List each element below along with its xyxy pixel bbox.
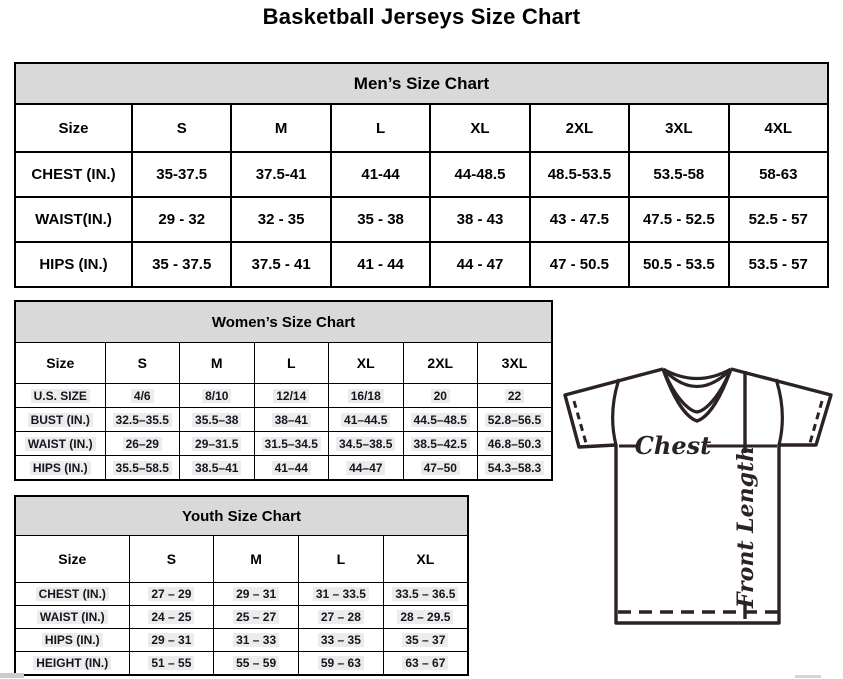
table-cell: 12/14	[254, 384, 329, 408]
chest-label: Chest	[634, 431, 712, 460]
table-cell: 52.8–56.5	[478, 408, 553, 432]
column-header: S	[105, 343, 180, 384]
table-cell: 37.5-41	[231, 152, 330, 197]
youth-chart-title: Youth Size Chart	[15, 496, 468, 536]
table-cell: 43 - 47.5	[530, 197, 629, 242]
table-cell: 34.5–38.5	[329, 432, 404, 456]
mens-size-chart-table	[14, 62, 829, 288]
table-cell: 20	[403, 384, 478, 408]
column-header: S	[129, 536, 214, 583]
jersey-diagram	[555, 355, 843, 645]
table-cell: 31 – 33.5	[299, 583, 384, 606]
table-row	[15, 456, 552, 481]
table-cell: 22	[478, 384, 553, 408]
table-cell: 38.5–42.5	[403, 432, 478, 456]
youth-size-chart-table	[14, 495, 469, 676]
scan-artifact	[0, 673, 24, 678]
mens-chart-title: Men’s Size Chart	[15, 63, 828, 104]
table-row	[15, 104, 828, 152]
column-header: M	[214, 536, 299, 583]
table-cell: 38 - 43	[430, 197, 529, 242]
table-cell: 41–44.5	[329, 408, 404, 432]
table-row	[15, 384, 552, 408]
table-cell: 59 – 63	[299, 652, 384, 676]
column-header: XL	[329, 343, 404, 384]
scan-artifact	[795, 675, 821, 678]
table-cell: 52.5 - 57	[729, 197, 828, 242]
table-row	[15, 652, 468, 676]
table-cell: 63 – 67	[383, 652, 468, 676]
table-cell: 29 – 31	[214, 583, 299, 606]
column-header: 2XL	[403, 343, 478, 384]
table-cell: 41-44	[331, 152, 430, 197]
table-cell: 37.5 - 41	[231, 242, 330, 287]
table-cell: 41–44	[254, 456, 329, 481]
table-cell: 44.5–48.5	[403, 408, 478, 432]
column-header: L	[331, 104, 430, 152]
table-row	[15, 496, 468, 536]
row-label: HEIGHT (IN.)	[15, 652, 129, 676]
table-cell: 38.5–41	[180, 456, 255, 481]
table-cell: 44–47	[329, 456, 404, 481]
table-cell: 8/10	[180, 384, 255, 408]
table-cell: 58-63	[729, 152, 828, 197]
column-header: S	[132, 104, 231, 152]
table-cell: 26–29	[105, 432, 180, 456]
table-cell: 29–31.5	[180, 432, 255, 456]
table-row	[15, 606, 468, 629]
table-cell: 44-48.5	[430, 152, 529, 197]
table-row	[15, 583, 468, 606]
table-cell: 35-37.5	[132, 152, 231, 197]
table-row	[15, 629, 468, 652]
table-row	[15, 63, 828, 104]
table-cell: 33.5 – 36.5	[383, 583, 468, 606]
table-cell: 54.3–58.3	[478, 456, 553, 481]
table-row	[15, 432, 552, 456]
table-cell: 35.5–38	[180, 408, 255, 432]
table-cell: 16/18	[329, 384, 404, 408]
row-label: WAIST(IN.)	[15, 197, 132, 242]
column-header: XL	[383, 536, 468, 583]
row-label: CHEST (IN.)	[15, 152, 132, 197]
row-label: WAIST (IN.)	[15, 432, 105, 456]
table-cell: 31.5–34.5	[254, 432, 329, 456]
table-cell: 35 - 37.5	[132, 242, 231, 287]
row-label: BUST (IN.)	[15, 408, 105, 432]
row-label: CHEST (IN.)	[15, 583, 129, 606]
column-header: Size	[15, 104, 132, 152]
table-cell: 35.5–58.5	[105, 456, 180, 481]
table-cell: 32 - 35	[231, 197, 330, 242]
womens-size-chart-table	[14, 300, 553, 481]
row-label: HIPS (IN.)	[15, 629, 129, 652]
table-row	[15, 152, 828, 197]
table-cell: 47–50	[403, 456, 478, 481]
table-cell: 29 - 32	[132, 197, 231, 242]
column-header: 4XL	[729, 104, 828, 152]
table-cell: 24 – 25	[129, 606, 214, 629]
table-cell: 55 – 59	[214, 652, 299, 676]
table-cell: 53.5 - 57	[729, 242, 828, 287]
table-cell: 28 – 29.5	[383, 606, 468, 629]
table-cell: 35 - 38	[331, 197, 430, 242]
left-sleeve-seam	[613, 379, 619, 445]
table-cell: 4/6	[105, 384, 180, 408]
column-header: 3XL	[478, 343, 553, 384]
column-header: L	[299, 536, 384, 583]
right-sleeve-seam	[776, 379, 782, 445]
page-title: Basketball Jerseys Size Chart	[262, 4, 581, 29]
column-header: Size	[15, 343, 105, 384]
table-cell: 33 – 35	[299, 629, 384, 652]
column-header: XL	[430, 104, 529, 152]
table-row	[15, 536, 468, 583]
table-cell: 48.5-53.5	[530, 152, 629, 197]
table-cell: 31 – 33	[214, 629, 299, 652]
table-cell: 50.5 - 53.5	[629, 242, 728, 287]
table-cell: 27 – 29	[129, 583, 214, 606]
table-cell: 47.5 - 52.5	[629, 197, 728, 242]
womens-chart-title: Women’s Size Chart	[15, 301, 552, 343]
row-label: WAIST (IN.)	[15, 606, 129, 629]
table-row	[15, 408, 552, 432]
front-length-label: Front Length	[733, 445, 759, 609]
table-cell: 35 – 37	[383, 629, 468, 652]
jersey-outline	[565, 369, 831, 623]
row-label: HIPS (IN.)	[15, 456, 105, 481]
table-cell: 29 – 31	[129, 629, 214, 652]
row-label: U.S. SIZE	[15, 384, 105, 408]
table-cell: 47 - 50.5	[530, 242, 629, 287]
table-cell: 51 – 55	[129, 652, 214, 676]
table-row	[15, 242, 828, 287]
table-cell: 41 - 44	[331, 242, 430, 287]
table-cell: 46.8–50.3	[478, 432, 553, 456]
table-row	[15, 343, 552, 384]
table-cell: 27 – 28	[299, 606, 384, 629]
table-cell: 53.5-58	[629, 152, 728, 197]
column-header: Size	[15, 536, 129, 583]
table-cell: 44 - 47	[430, 242, 529, 287]
table-row	[15, 197, 828, 242]
column-header: L	[254, 343, 329, 384]
column-header: M	[231, 104, 330, 152]
row-label: HIPS (IN.)	[15, 242, 132, 287]
column-header: 2XL	[530, 104, 629, 152]
table-row	[15, 301, 552, 343]
column-header: M	[180, 343, 255, 384]
table-cell: 38–41	[254, 408, 329, 432]
table-cell: 32.5–35.5	[105, 408, 180, 432]
table-cell: 25 – 27	[214, 606, 299, 629]
column-header: 3XL	[629, 104, 728, 152]
